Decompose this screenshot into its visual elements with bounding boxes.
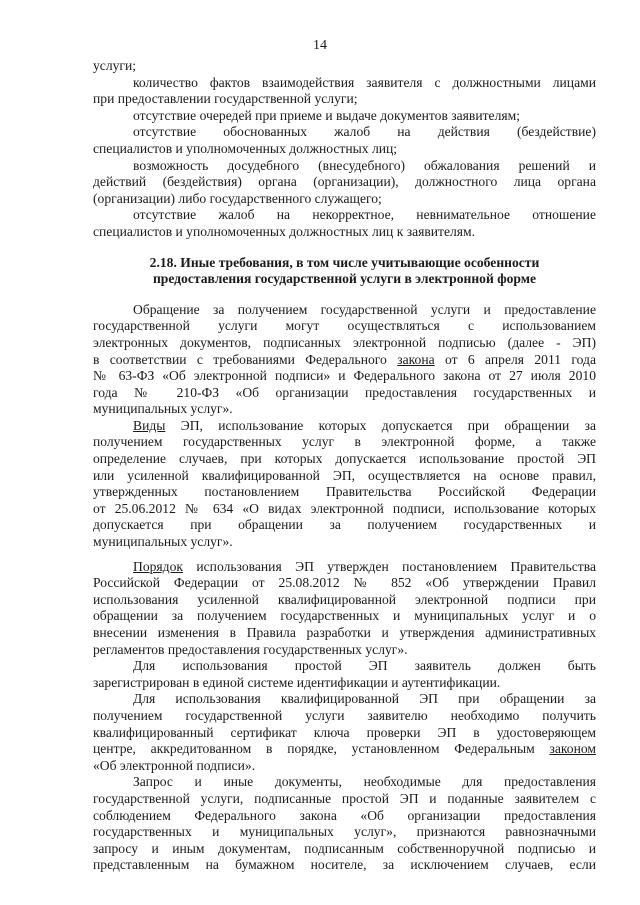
heading-line: предоставления государственной услуги в электронной форме <box>152 271 537 287</box>
text-line: муниципальных услуг». <box>93 401 233 417</box>
text-line: услуги; <box>93 58 137 73</box>
text-line: специалистов и уполномоченных должностных лиц; <box>93 140 398 156</box>
text-line: «Об электронной подписи». <box>93 757 256 773</box>
spacer <box>93 551 596 559</box>
text-line: года № 210-ФЗ «Об организации предоставления государственных и <box>93 384 596 400</box>
text-line <box>93 741 596 758</box>
text-line: соблюдением Федерального закона «Об организации предоставления <box>93 807 596 823</box>
procedure-link[interactable]: Порядок <box>133 558 183 574</box>
text-line: отсутствие очередей при приеме и выдаче документов заявителям; <box>133 107 520 123</box>
text-line: получением государственной услуги заявителю необходимо получить <box>93 707 596 723</box>
text-line: Запрос и иные документы, необходимые для предоставления <box>133 774 596 790</box>
text-line: представленным на бумажном носителе, за исключением случаев, если <box>93 857 596 873</box>
text-line: от 25.06.2012 № 634 «О видах электронной подписи, использование которых <box>93 500 596 516</box>
text-line: № 63-ФЗ «Об электронной подписи» и Федерального закона от 27 июля 2010 <box>93 368 596 384</box>
text-span: ЭП, использование которых допускается при обращении за <box>165 417 596 433</box>
text-line: запросу и иным документам, подписанным собственноручной подписью и <box>93 840 596 856</box>
text-line: допускается при обращении за получением государственных и <box>93 517 596 533</box>
document-body <box>93 58 596 874</box>
text-line: Обращение за получением государственной услуги и предоставление <box>133 301 596 317</box>
quality-indicators-list <box>93 58 596 241</box>
text-span: в соответствии с требованиями Федерального <box>93 351 387 367</box>
text-line: определение случаев, при которых допускается использование простой ЭП <box>93 451 596 467</box>
text-line: квалифицированный сертификат ключа проверки ЭП в удостоверяющем <box>93 724 596 740</box>
text-line: Для использования квалифицированной ЭП при обращении за <box>133 691 596 707</box>
text-line <box>93 559 596 576</box>
text-line: государственной услуги могут осуществляться с использованием <box>93 318 596 334</box>
law-link[interactable]: законом <box>549 741 596 757</box>
text-span: использования ЭП утвержден постановлением Правительства <box>182 558 596 574</box>
text-line <box>93 352 596 369</box>
spacer <box>93 241 596 255</box>
text-line: утвержденных постановлением Правительства Российской Федерации <box>93 484 596 500</box>
text-line: (организации) либо государственного служащего; <box>93 190 382 206</box>
text-line: электронных документов, подписанных электронной подписью (далее - ЭП) <box>93 334 596 350</box>
text-line: внесении изменения в Правила разработки и утверждения административных <box>93 625 596 640</box>
text-line <box>93 418 596 435</box>
paragraph-request-documents <box>93 774 596 874</box>
text-line: государственных и муниципальных услуг», признаются равнозначными <box>93 824 596 840</box>
text-line: обращении за получением государственных и муниципальных услуг и о <box>93 608 596 624</box>
paragraph-qualified-signature <box>93 691 596 774</box>
paragraph-electronic-documents <box>93 302 596 418</box>
text-line: муниципальных услуг». <box>93 534 233 550</box>
text-line: возможность досудебного (внесудебного) обжалования решений и <box>133 157 596 173</box>
text-line: регламентов предоставления государственных услуг». <box>93 641 408 657</box>
section-heading <box>93 255 596 288</box>
paragraph-usage-procedure <box>93 559 596 659</box>
text-line: действий (бездействия) органа (организации), должностного лица органа <box>93 174 596 190</box>
text-line: получением государственных услуг в электронной форме, а также <box>93 434 596 450</box>
text-line: количество фактов взаимодействия заявителя с должностными лицами <box>133 74 596 90</box>
page-number: 14 <box>313 38 327 53</box>
text-line: государственной услуги, подписанные простой ЭП и поданные заявителем с <box>93 790 596 806</box>
paragraph-signature-types <box>93 418 596 551</box>
text-line: Для использования простой ЭП заявитель должен быть <box>133 658 596 674</box>
text-line: отсутствие жалоб на некорректное, невнимательное отношение <box>133 207 596 223</box>
text-line: при предоставлении государственной услуги; <box>93 91 358 107</box>
types-link[interactable]: Виды <box>133 417 166 433</box>
heading-line: 2.18. Иные требования, в том числе учитывающие особенности <box>149 254 540 270</box>
text-line: Российской Федерации от 25.08.2012 № 852 «Об утверждении Правил <box>93 575 596 591</box>
paragraph-simple-signature <box>93 658 596 691</box>
text-span: центре, аккредитованном в порядке, установленном Федеральным <box>93 741 535 757</box>
spacer <box>93 288 596 302</box>
text-line: специалистов и уполномоченных должностных лиц к заявителям. <box>93 223 476 239</box>
law-link[interactable]: закона <box>397 351 435 367</box>
text-line: или усиленной квалифицированной ЭП, осуществляется на основе правил, <box>93 467 596 483</box>
text-line: использования усиленной квалифицированной электронной подписи при <box>93 591 596 607</box>
text-line: зарегистрирован в единой системе идентификации и аутентификации. <box>93 674 501 690</box>
text-line: отсутствие обоснованных жалоб на действия (бездействие) <box>133 124 596 140</box>
text-span: от 6 апреля 2011 года <box>434 351 596 367</box>
